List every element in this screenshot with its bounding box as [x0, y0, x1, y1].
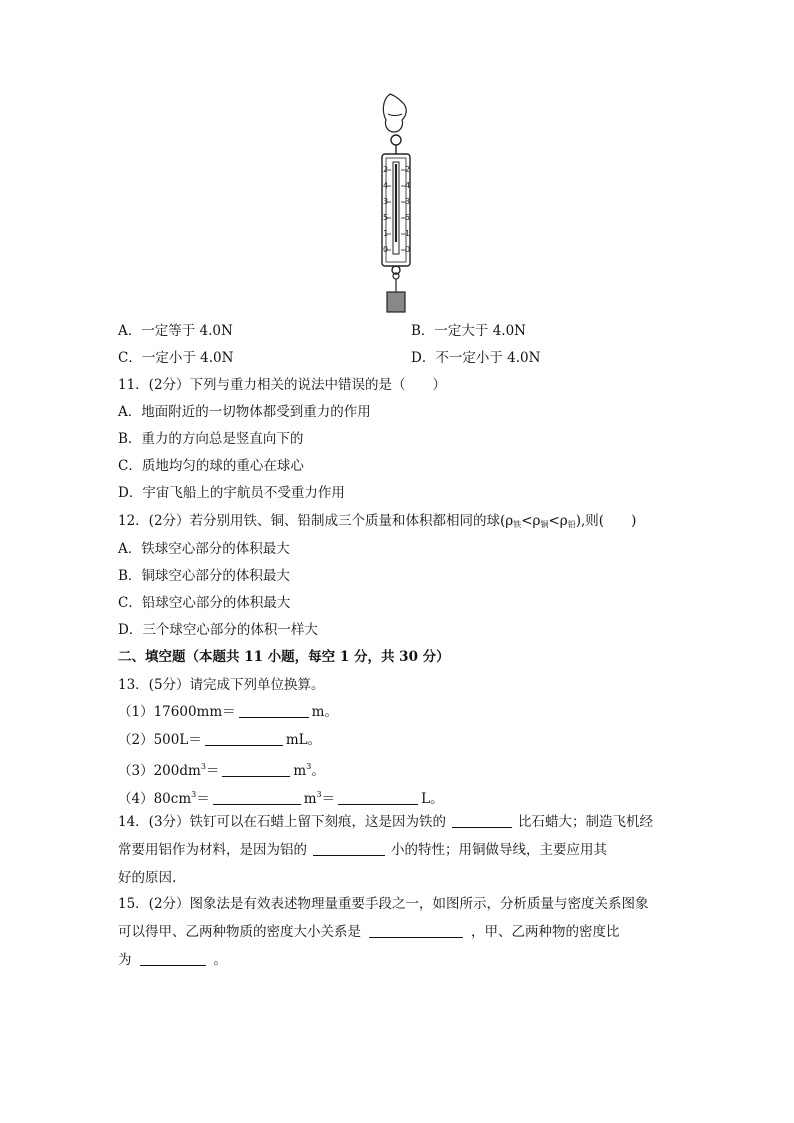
q14-text: 小的特性；用铜做导线，主要应用其 — [391, 842, 607, 858]
q11-stem: 11．(2分）下列与重力相关的说法中错误的是（ ） — [118, 377, 447, 393]
q13-item-4 — [118, 786, 444, 808]
superscript: 3 — [316, 790, 322, 799]
scale-label: 0 — [383, 245, 389, 254]
superscript: 3 — [191, 790, 197, 799]
equals-sign: ＝ — [321, 791, 336, 807]
scale-label: 4 — [383, 181, 389, 190]
q13-stem: 13．(5分）请完成下列单位换算。 — [118, 677, 325, 693]
unit: L。 — [421, 791, 444, 807]
answer-blank[interactable] — [313, 841, 385, 856]
q15-paragraph — [118, 890, 678, 974]
scale-label: 1 — [405, 229, 411, 238]
scale-label: 0 — [405, 245, 411, 254]
q12-option-c: C．铅球空心部分的体积最大 — [118, 595, 291, 611]
q13-item-1-post: m。 — [311, 704, 338, 720]
section-title: 二、填空题（本题共 11 小题，每空 1 分，共 30 分） — [118, 649, 450, 665]
answer-blank[interactable] — [213, 790, 301, 805]
q13-item-4-pre: （4）80cm — [118, 791, 192, 807]
hand-icon — [383, 94, 406, 132]
equals-sign: ＝ — [196, 791, 210, 807]
q15-text: 。 — [213, 952, 227, 968]
scale-label: 2 — [383, 165, 389, 174]
spring-scale-figure — [360, 92, 432, 318]
q14-text: 14．(3分）铁钉可以在石蜡上留下刻痕，这是因为铁的 — [118, 814, 447, 830]
q14-text: 常要用铝作为材料，是因为铝的 — [118, 842, 307, 858]
scale-label: 4 — [405, 181, 411, 190]
answer-blank[interactable] — [205, 731, 283, 746]
q10-option-b: B．一定大于 4.0N — [411, 323, 526, 339]
q12-option-a: A．铁球空心部分的体积最大 — [118, 541, 290, 557]
answer-blank[interactable] — [452, 813, 512, 828]
q14-paragraph — [118, 808, 678, 892]
unit: m — [293, 763, 307, 779]
q12-option-b: B．铜球空心部分的体积最大 — [118, 568, 290, 584]
q12-stem — [118, 512, 636, 534]
q13-item-3 — [118, 758, 325, 780]
scale-label: 2 — [405, 165, 411, 174]
q11-option-d: D．宇宙飞船上的宇航员不受重力作用 — [118, 485, 345, 501]
equals-sign: ＝ — [205, 763, 220, 779]
period: 。 — [311, 763, 325, 779]
unit: m — [303, 791, 317, 807]
scale-label: 5 — [383, 213, 389, 222]
q11-option-c: C．质地均匀的球的重心在球心 — [118, 458, 304, 474]
q13-item-1-pre: （1）17600mm＝ — [118, 704, 236, 720]
q13-item-1 — [118, 703, 338, 721]
answer-blank[interactable] — [222, 762, 290, 777]
answer-blank[interactable] — [369, 923, 463, 938]
q13-item-3-pre: （3）200dm — [118, 763, 201, 779]
q10-option-c: C．一定小于 4.0N — [118, 350, 234, 366]
scale-label: 3 — [405, 197, 411, 206]
scale-label: 3 — [383, 197, 389, 206]
q15-text: 可以得甲、乙两种物质的密度大小关系是 — [118, 924, 361, 940]
q15-text: 为 — [118, 952, 132, 968]
q14-text: 好的原因. — [118, 870, 177, 886]
q12-option-d: D．三个球空心部分的体积一样大 — [118, 622, 318, 638]
superscript: 3 — [306, 762, 312, 771]
answer-blank[interactable] — [338, 790, 418, 805]
scale-label: 5 — [405, 213, 411, 222]
q12-stem-pre: 12．(2分）若分别用铁、铜、铅制成三个质量和体积都相同的球(ρ — [118, 513, 514, 529]
scale-label: 1 — [383, 229, 389, 238]
q12-sub-lead: 铅 — [567, 520, 576, 529]
q12-sub-iron: 铁 — [513, 520, 522, 529]
q10-option-d: D．不一定小于 4.0N — [411, 350, 541, 366]
q13-item-2 — [118, 731, 321, 749]
q12-stem-post: ),则( ) — [575, 513, 637, 529]
weight-block — [387, 292, 405, 312]
q12-sub-copper: 铜 — [540, 520, 549, 529]
q14-text: 比石蜡大；制造飞机经 — [518, 814, 654, 830]
superscript: 3 — [200, 762, 206, 771]
q13-item-2-post: mL。 — [285, 732, 322, 748]
q11-option-b: B．重力的方向总是竖直向下的 — [118, 431, 304, 447]
q12-lt2: <ρ — [548, 513, 568, 529]
q12-lt1: <ρ — [521, 513, 541, 529]
answer-blank[interactable] — [239, 703, 309, 718]
q10-option-a: A．一定等于 4.0N — [118, 323, 233, 339]
q11-option-a: A．地面附近的一切物体都受到重力的作用 — [118, 404, 371, 420]
q15-text: ，甲、乙两种物的密度比 — [471, 924, 620, 940]
answer-blank[interactable] — [140, 951, 206, 966]
q15-text: 15．(2分）图象法是有效表述物理量重要手段之一，如图所示，分析质量与密度关系图象 — [118, 896, 649, 912]
q13-item-2-pre: （2）500L＝ — [118, 732, 202, 748]
